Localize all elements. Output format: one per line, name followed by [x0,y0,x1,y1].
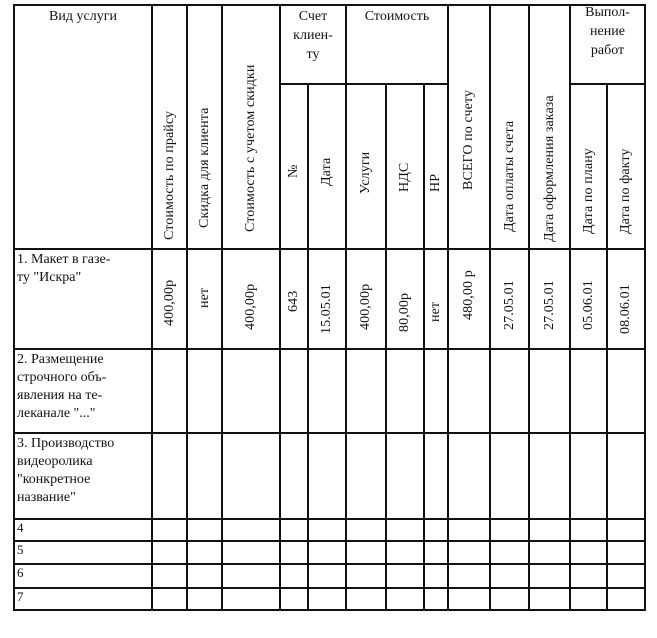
header-cost-group: Стоимость [364,9,430,24]
cell-discount: нет [196,287,212,308]
header-payment-date: Дата оплаты счета [501,120,517,232]
row-service: 7 [17,589,24,604]
header-invoice-date: Дата [319,157,334,186]
header-invoice-no: № [286,164,301,178]
grid-line [13,432,646,434]
row-service: 1. Макет в газе- ту "Искра" [17,252,111,285]
grid-line [307,83,309,610]
grid-line [13,540,646,542]
header-service: Вид услуги [49,9,117,24]
grid-line [13,348,646,350]
grid-line [13,587,646,589]
header-total: ВСЕГО по счету [461,89,476,190]
header-invoice-group: клиен- [293,28,333,43]
row-service: 5 [17,542,24,557]
cell-exec-fact: 08.06.01 [618,284,633,334]
header-invoice-group: Счет [298,9,328,24]
header-exec-fact: Дата по факту [618,148,633,234]
header-exec-group: Выпол- [585,5,630,20]
header-price-with-discount: Стоимость с учетом скидки [243,64,258,232]
row-service: 3. Производство видеоролика "конкретное название" [17,436,115,505]
header-order-date: Дата оформления заказа [541,95,557,242]
header-cost-np: НР [428,173,443,192]
header-price-list: Стоимость по прайсу [161,110,177,240]
header-discount: Скидка для клиента [196,107,212,228]
grid-line [385,83,387,610]
header-exec-plan: Дата по плану [580,148,596,234]
header-cost-vat: НДС [397,162,412,192]
row-service: 4 [17,520,24,535]
row-service: 6 [17,565,24,580]
cell-invoice-no: 643 [286,290,301,312]
cell-cost-np: нет [428,301,443,322]
row-service: 2. Размещение строчного объ- явления на те- леканале "..." [17,352,107,421]
header-invoice-group: ту [306,47,320,62]
grid-line [13,248,646,250]
cell-exec-plan: 05.06.01 [580,280,596,330]
cell-price-list: 400,00р [161,279,177,326]
header-exec-group: нение [590,24,625,39]
grid-line [13,609,646,611]
cell-price-with-discount: 400,00р [243,283,258,330]
cell-total: 480,00 р [461,270,476,320]
grid-line [13,518,646,520]
cell-cost-vat: 80,00р [397,292,412,332]
grid-line [13,563,646,565]
grid-line [13,4,646,6]
grid-line [569,83,646,85]
grid-line [423,83,425,610]
header-exec-group: работ [590,43,625,58]
grid-line [345,83,449,85]
grid-line [606,83,608,610]
cell-order-date: 27.05.01 [541,280,557,330]
header-cost-services: Услуги [358,151,373,194]
cell-cost-services: 400,00р [358,283,373,330]
grid-line [279,83,347,85]
cell-payment-date: 27.05.01 [501,280,517,330]
cell-invoice-date: 15.05.01 [319,284,334,334]
